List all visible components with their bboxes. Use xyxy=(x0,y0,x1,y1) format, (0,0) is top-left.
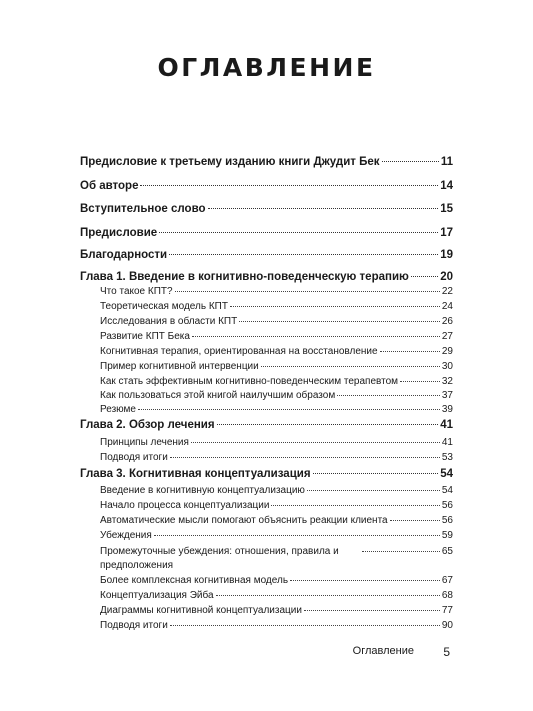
toc-page-number: 54 xyxy=(441,485,453,496)
toc-page-number: 24 xyxy=(441,301,453,312)
toc-page-number: 56 xyxy=(441,500,453,511)
toc-chapter-entry[interactable] xyxy=(80,249,453,261)
toc-page-number: 15 xyxy=(440,203,453,215)
toc-entry-title: Вступительное слово xyxy=(80,203,206,215)
toc-entry-title: Подводя итоги xyxy=(100,620,168,631)
toc-entry-title: Исследования в области КПТ xyxy=(100,316,238,327)
toc-page-number: 32 xyxy=(441,376,453,387)
toc-page-number: 68 xyxy=(441,590,453,601)
toc-entry-title: Предисловие к третьему изданию книги Джудит Бек xyxy=(80,156,380,168)
toc-entry-title: Как стать эффективным когнитивно-поведенческим терапевтом xyxy=(100,376,399,387)
page-title: ОГЛАВЛЕНИЕ xyxy=(157,53,376,82)
toc-page-number: 30 xyxy=(441,361,453,372)
toc-entry-title: Диаграммы когнитивной концептуализации xyxy=(100,605,302,616)
dot-leader xyxy=(390,520,440,521)
toc-page-number: 27 xyxy=(441,331,453,342)
toc-page-number: 17 xyxy=(440,227,453,239)
toc-section-entry[interactable] xyxy=(80,575,453,586)
toc-page-number: 29 xyxy=(441,346,453,357)
dot-leader xyxy=(337,395,440,396)
toc-page-number: 37 xyxy=(441,390,453,401)
page-number: 5 xyxy=(443,645,450,659)
dot-leader xyxy=(411,276,438,277)
toc-entry-title: Пример когнитивной интервенции xyxy=(100,361,259,372)
toc-entry-title: Автоматические мысли помогают объяснить реакции клиента xyxy=(100,515,388,526)
toc-section-entry[interactable] xyxy=(80,404,453,415)
toc-chapter-entry[interactable] xyxy=(80,180,453,192)
dot-leader xyxy=(261,366,440,367)
toc-entry-title: Глава 1. Введение в когнитивно-поведенческую терапию xyxy=(80,271,409,283)
dot-leader xyxy=(239,321,440,322)
dot-leader xyxy=(138,409,440,410)
toc-page-number: 22 xyxy=(441,286,453,297)
toc-entry-title: Введение в когнитивную концептуализацию xyxy=(100,485,305,496)
toc-entry-title: Когнитивная терапия, ориентированная на восстановление xyxy=(100,346,378,357)
toc-page-number: 41 xyxy=(441,437,453,448)
dot-leader xyxy=(307,490,440,491)
toc-page-number: 20 xyxy=(440,271,453,283)
dot-leader xyxy=(159,232,438,233)
toc-page-number: 65 xyxy=(441,546,453,557)
toc-section-entry[interactable] xyxy=(80,331,453,342)
dot-leader xyxy=(191,442,440,443)
toc-section-entry[interactable] xyxy=(80,346,453,357)
toc-entry-title: Глава 3. Когнитивная концептуализация xyxy=(80,468,311,480)
toc-chapter-entry[interactable] xyxy=(80,203,453,215)
toc-entry-title: Развитие КПТ Бека xyxy=(100,331,190,342)
dot-leader xyxy=(313,473,439,474)
toc-entry-title: Концептуализация Эйба xyxy=(100,590,214,601)
toc-page-number: 67 xyxy=(441,575,453,586)
dot-leader xyxy=(208,208,439,209)
toc-entry-title: Резюме xyxy=(100,404,136,415)
toc-entry-title: Об авторе xyxy=(80,180,139,192)
toc-chapter-entry[interactable] xyxy=(80,468,453,480)
toc-section-entry[interactable] xyxy=(80,452,453,463)
dot-leader xyxy=(380,351,440,352)
toc-chapter-entry[interactable] xyxy=(80,156,453,168)
dot-leader xyxy=(170,457,440,458)
dot-leader xyxy=(170,625,440,626)
toc-page-number: 39 xyxy=(441,404,453,415)
toc-section-entry[interactable] xyxy=(80,361,453,372)
dot-leader xyxy=(140,185,438,186)
dot-leader xyxy=(400,381,440,382)
toc-page-number: 90 xyxy=(441,620,453,631)
toc-entry-title: Начало процесса концептуализации xyxy=(100,500,270,511)
toc-entry-title: Промежуточные убеждения: отношения, правила и предположения xyxy=(100,546,339,571)
toc-entry-title: Принципы лечения xyxy=(100,437,189,448)
dot-leader xyxy=(382,161,439,162)
toc-entry-title: Теоретическая модель КПТ xyxy=(100,301,228,312)
toc-page-number: 54 xyxy=(440,468,453,480)
toc-section-entry[interactable] xyxy=(80,376,453,387)
toc-page-number: 53 xyxy=(441,452,453,463)
dot-leader xyxy=(230,306,440,307)
toc-page-number: 59 xyxy=(441,530,453,541)
toc-page-number: 11 xyxy=(440,156,453,168)
toc-page-number: 77 xyxy=(441,605,453,616)
toc-entry-title: Подводя итоги xyxy=(100,452,168,463)
dot-leader xyxy=(216,595,440,596)
toc-section-entry[interactable] xyxy=(80,437,453,448)
toc-section-entry[interactable] xyxy=(80,530,453,541)
toc-section-entry[interactable] xyxy=(80,286,453,297)
dot-leader xyxy=(362,551,440,552)
toc-entry-title: Как пользоваться этой книгой наилучшим образом xyxy=(100,390,336,401)
toc-entry-title: Более комплексная когнитивная модель xyxy=(100,575,289,586)
toc-entry-title: Что такое КПТ? xyxy=(100,286,173,297)
toc-section-entry[interactable] xyxy=(80,605,453,616)
toc-section-entry[interactable] xyxy=(80,316,453,327)
dot-leader xyxy=(192,336,440,337)
toc-section-entry[interactable] xyxy=(80,545,453,573)
dot-leader xyxy=(271,505,439,506)
toc-section-entry[interactable] xyxy=(80,485,453,496)
toc-page-number: 19 xyxy=(440,249,453,261)
toc-section-entry[interactable] xyxy=(80,620,453,631)
dot-leader xyxy=(154,535,440,536)
toc-entry-title: Предисловие xyxy=(80,227,158,239)
toc-section-entry[interactable] xyxy=(80,301,453,312)
dot-leader xyxy=(304,610,440,611)
toc-section-entry[interactable] xyxy=(80,390,453,401)
toc-chapter-entry[interactable] xyxy=(80,227,453,239)
toc-entry-title: Благодарности xyxy=(80,249,168,261)
toc-entry-title: Убеждения xyxy=(100,530,152,541)
toc-entry-title: Глава 2. Обзор лечения xyxy=(80,419,215,431)
toc-chapter-entry[interactable] xyxy=(80,271,453,283)
toc-section-entry[interactable] xyxy=(80,515,453,526)
dot-leader xyxy=(175,291,440,292)
toc-page-number: 26 xyxy=(441,316,453,327)
footer-label: Оглавление xyxy=(352,645,414,657)
toc-section-entry[interactable] xyxy=(80,500,453,511)
toc-page-number: 14 xyxy=(440,180,453,192)
toc-page-number: 41 xyxy=(440,419,453,431)
toc-page-number: 56 xyxy=(441,515,453,526)
dot-leader xyxy=(169,254,438,255)
toc-section-entry[interactable] xyxy=(80,590,453,601)
toc-chapter-entry[interactable] xyxy=(80,419,453,431)
dot-leader xyxy=(290,580,440,581)
dot-leader xyxy=(217,424,439,425)
